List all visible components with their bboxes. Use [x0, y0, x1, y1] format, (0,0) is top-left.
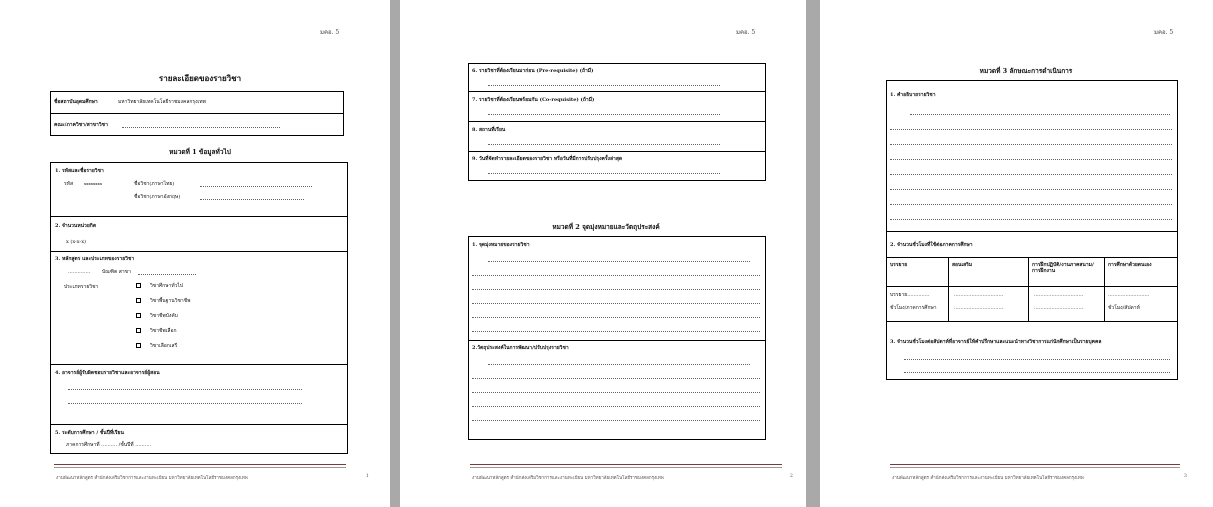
- general-info-box: [50, 162, 348, 454]
- footer-text: งานพัฒนาหลักสูตร สำนักส่งเสริมวิชาการและงานทะเบียน มหาวิทยาลัยเทคโนโลยีราชมงคลกรุงเทพ: [472, 476, 664, 481]
- table-header-tutorial: สอนเสริม: [952, 262, 973, 268]
- table-cell: ..........................: [1108, 292, 1150, 298]
- page-title: รายละเอียดของรายวิชา: [158, 73, 242, 83]
- type-option-2: วิชาพื้นฐานวิชาชีพ: [150, 298, 191, 304]
- page-code: มคอ. 5: [320, 29, 340, 36]
- s1-title: 1. คำอธิบายรายวิชา: [890, 92, 936, 98]
- row-prerequisite: 6. รายวิชาที่ต้องเรียนมาก่อน (Pre-requisite) (ถ้ามี): [472, 68, 594, 74]
- table-cell: บรรยาย..............: [890, 292, 930, 298]
- s4-title: 4. อาจารย์ผู้รับผิดชอบรายวิชาและอาจารย์ผู้สอน: [55, 370, 160, 376]
- objectives-box: [468, 236, 766, 440]
- course-name-en-label: ชื่อวิชา(ภาษาอังกฤษ): [134, 194, 181, 200]
- type-option-5: วิชาเลือกเสรี: [150, 343, 178, 349]
- faculty-label: คณะ/ภาควิชา/สาขาวิชา: [54, 122, 108, 128]
- s3-title: 3. หลักสูตร และประเภทของรายวิชา: [55, 256, 135, 262]
- page-code: มคอ. 5: [736, 29, 756, 36]
- type-checkbox-5[interactable]: [136, 343, 141, 348]
- s1-title: 1. รหัสและชื่อรายวิชา: [55, 168, 104, 174]
- level-value: ภาคการศึกษาที่ .......... /ชั้นปีที่ ..........: [66, 442, 152, 448]
- type-checkbox-1[interactable]: [136, 283, 141, 288]
- section-3-title: หมวดที่ 3 ลักษณะการดำเนินการ: [979, 67, 1073, 75]
- s2-title: 2. จำนวนหน่วยกิต: [55, 223, 97, 229]
- table-cell: ชั่วโมง/ภาคการศึกษา: [890, 305, 937, 311]
- s5-title: 5. ระดับการศึกษา / ชั้นปีที่เรียน: [55, 430, 124, 436]
- course-code-label: รหัส: [64, 181, 74, 187]
- page-number: 1: [366, 474, 369, 479]
- credits-value: x (x-x-x): [66, 239, 86, 245]
- type-option-4: วิชาชีพเลือก: [150, 328, 177, 334]
- table-cell: ...............................: [954, 305, 1004, 311]
- s2-title: 2.วัตถุประสงค์ในการพัฒนา/ปรับปรุงรายวิชา: [472, 345, 569, 351]
- table-header-selfstudy: การศึกษาด้วยตนเอง: [1108, 262, 1152, 268]
- table-cell: ชั่วโมง/สัปดาห์: [1108, 305, 1140, 311]
- section-1-title: หมวดที่ 1 ข้อมูลทั่วไป: [169, 148, 231, 156]
- page-2: [400, 0, 806, 507]
- institution-value: มหาวิทยาลัยเทคโนโลยีราชมงคลกรุงเทพ: [118, 99, 206, 105]
- s3-title: 3. จำนวนชั่วโมงต่อสัปดาห์ที่อาจารย์ให้คำปรึกษาและแนะนำทางวิชาการแก่นักศึกษาเป็นรายบุคคล: [890, 339, 1102, 345]
- prereq-box: [468, 63, 766, 181]
- institution-label: ชื่อสถาบันอุดมศึกษา: [54, 99, 98, 105]
- footer-text: งานพัฒนาหลักสูตร สำนักส่งเสริมวิชาการและงานทะเบียน มหาวิทยาลัยเทคโนโลยีราชมงคลกรุงเทพ: [892, 476, 1084, 481]
- type-option-3: วิชาชีพบังคับ: [150, 313, 178, 319]
- table-header-lecture: บรรยาย: [890, 262, 908, 268]
- row-date: 9. วันที่จัดทำรายละเอียดของรายวิชา หรือวันที่มีการปรับปรุงครั้งล่าสุด: [472, 156, 623, 162]
- row-corequisite: 7. รายวิชาที่ต้องเรียนพร้อมกัน (Co-requisite) (ถ้ามี): [472, 97, 595, 103]
- row-location: 8. สถานที่เรียน: [472, 127, 506, 133]
- table-cell: ...............................: [954, 292, 1004, 298]
- s1-title: 1. จุดมุ่งหมายของรายวิชา: [472, 242, 530, 248]
- program-prefix: ..............: [68, 269, 91, 275]
- footer-text: งานพัฒนาหลักสูตร สำนักส่งเสริมวิชาการและงานทะเบียน มหาวิทยาลัยเทคโนโลยีราชมงคลกรุงเทพ: [56, 476, 248, 481]
- section-2-title: หมวดที่ 2 จุดมุ่งหมายและวัตถุประสงค์: [552, 223, 660, 231]
- course-name-th-label: ชื่อวิชา(ภาษาไทย): [134, 181, 175, 187]
- page-1: [0, 0, 390, 507]
- course-type-label: ประเภทรายวิชา: [64, 284, 99, 290]
- page-number: 3: [1184, 474, 1187, 479]
- page-3: [820, 0, 1213, 507]
- program-name: บัณฑิต สาขา: [102, 269, 131, 275]
- operations-box: [886, 80, 1178, 380]
- type-checkbox-3[interactable]: [136, 313, 141, 318]
- page-code: มคอ. 5: [1154, 29, 1174, 36]
- table-cell: ...............................: [1034, 292, 1084, 298]
- type-option-1: วิชาศึกษาทั่วไป: [150, 283, 184, 289]
- type-checkbox-2[interactable]: [136, 298, 141, 303]
- page-number: 2: [790, 474, 793, 479]
- table-header-practice: การฝึกปฏิบัติ/งานภาคสนาม/การฝึกงาน: [1032, 262, 1094, 274]
- s2-title: 2. จำนวนชั่วโมงที่ใช้ต่อภาคการศึกษา: [890, 242, 973, 248]
- course-code-value: xxxxxxxx: [84, 181, 103, 186]
- type-checkbox-4[interactable]: [136, 328, 141, 333]
- table-cell: ...............................: [1034, 305, 1084, 311]
